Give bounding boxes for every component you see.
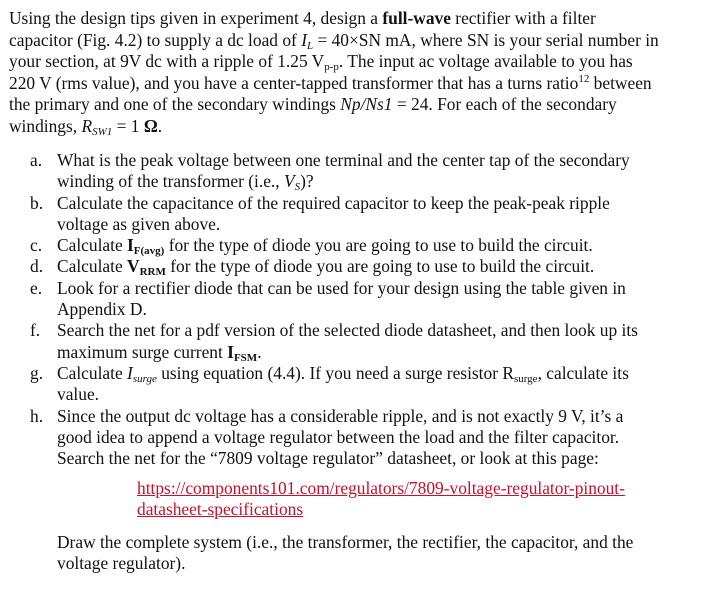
intro-line-3: your section, at 9V dc with a ripple of 1.25 $V_{p-p}$. The input ac voltage available to you has [9, 51, 633, 73]
item-label: e. [30, 277, 43, 298]
list-item-c: c. Calculate $I_{F(avg)}$ for the type of diode you are going to use to build the circuit. [30, 235, 593, 258]
item-label: g. [30, 362, 44, 383]
final-instruction: Draw the complete system (i.e., the transformer, the rectifier, the capacitor, and the voltage regulator). [57, 532, 634, 574]
item-label: b. [30, 192, 44, 213]
list-item-b: b. Calculate the capacitance of the required capacitor to keep the peak-peak ripple voltage as given above. [30, 192, 610, 234]
list-item-g: g. Calculate $I_{surge}$ using equation (4.4). If you need a surge resistor $R_{surge}$, calculate its value. [30, 362, 629, 405]
task-list [30, 150, 700, 469]
intro-line-1: Using the design tips given in experiment 4, design a full-wave rectifier with a filter [9, 8, 596, 28]
item-label: f. [30, 320, 41, 341]
item-label: h. [30, 405, 44, 426]
regulator-link-line-2[interactable]: datasheet-specifications [137, 499, 304, 520]
item-label: a. [30, 150, 43, 170]
regulator-link-line-1[interactable]: https://components101.com/regulators/7809-voltage-regulator-pinout- [137, 478, 625, 498]
item-label: c. [30, 235, 43, 256]
regulator-link[interactable] [137, 478, 625, 521]
intro-line-4: 220 V (rms value), and you have a center-tapped transformer that has a turns ratio$^{12}$ between [9, 72, 652, 93]
list-item-f: f. Search the net for a pdf version of the selected diode datasheet, and then look up its maximum surge current $I_{FSM}$. [30, 320, 638, 364]
intro-paragraph [9, 8, 699, 137]
list-item-a: a. What is the peak voltage between one terminal and the center tap of the secondary winding of the transformer (i.e., $V_S$)? [30, 150, 630, 194]
list-item-h: h. Since the output dc voltage has a considerable ripple, and is not exactly 9 V, it’s a good idea to append a voltage regulator between the load and the filter capacitor. Search the net for the “7809 voltage regulator” datasheet, or look at this page: [30, 405, 624, 469]
list-item-d: d. Calculate $V_{RRM}$ for the type of diode you are going to use to build the circuit. [30, 256, 595, 279]
intro-line-6: windings, $R_{SW1} = 1$ Ω. [9, 115, 163, 138]
intro-line-5: the primary and one of the secondary windings Np/Ns1 = 24. For each of the secondary [9, 94, 617, 114]
intro-line-2: capacitor (Fig. 4.2) to supply a dc load of $I_L = 40\times SN$ mA, where SN is your serial number in [9, 29, 659, 52]
list-item-e: e. Look for a rectifier diode that can be used for your design using the table given in Appendix D. [30, 277, 626, 320]
item-label: d. [30, 256, 44, 277]
